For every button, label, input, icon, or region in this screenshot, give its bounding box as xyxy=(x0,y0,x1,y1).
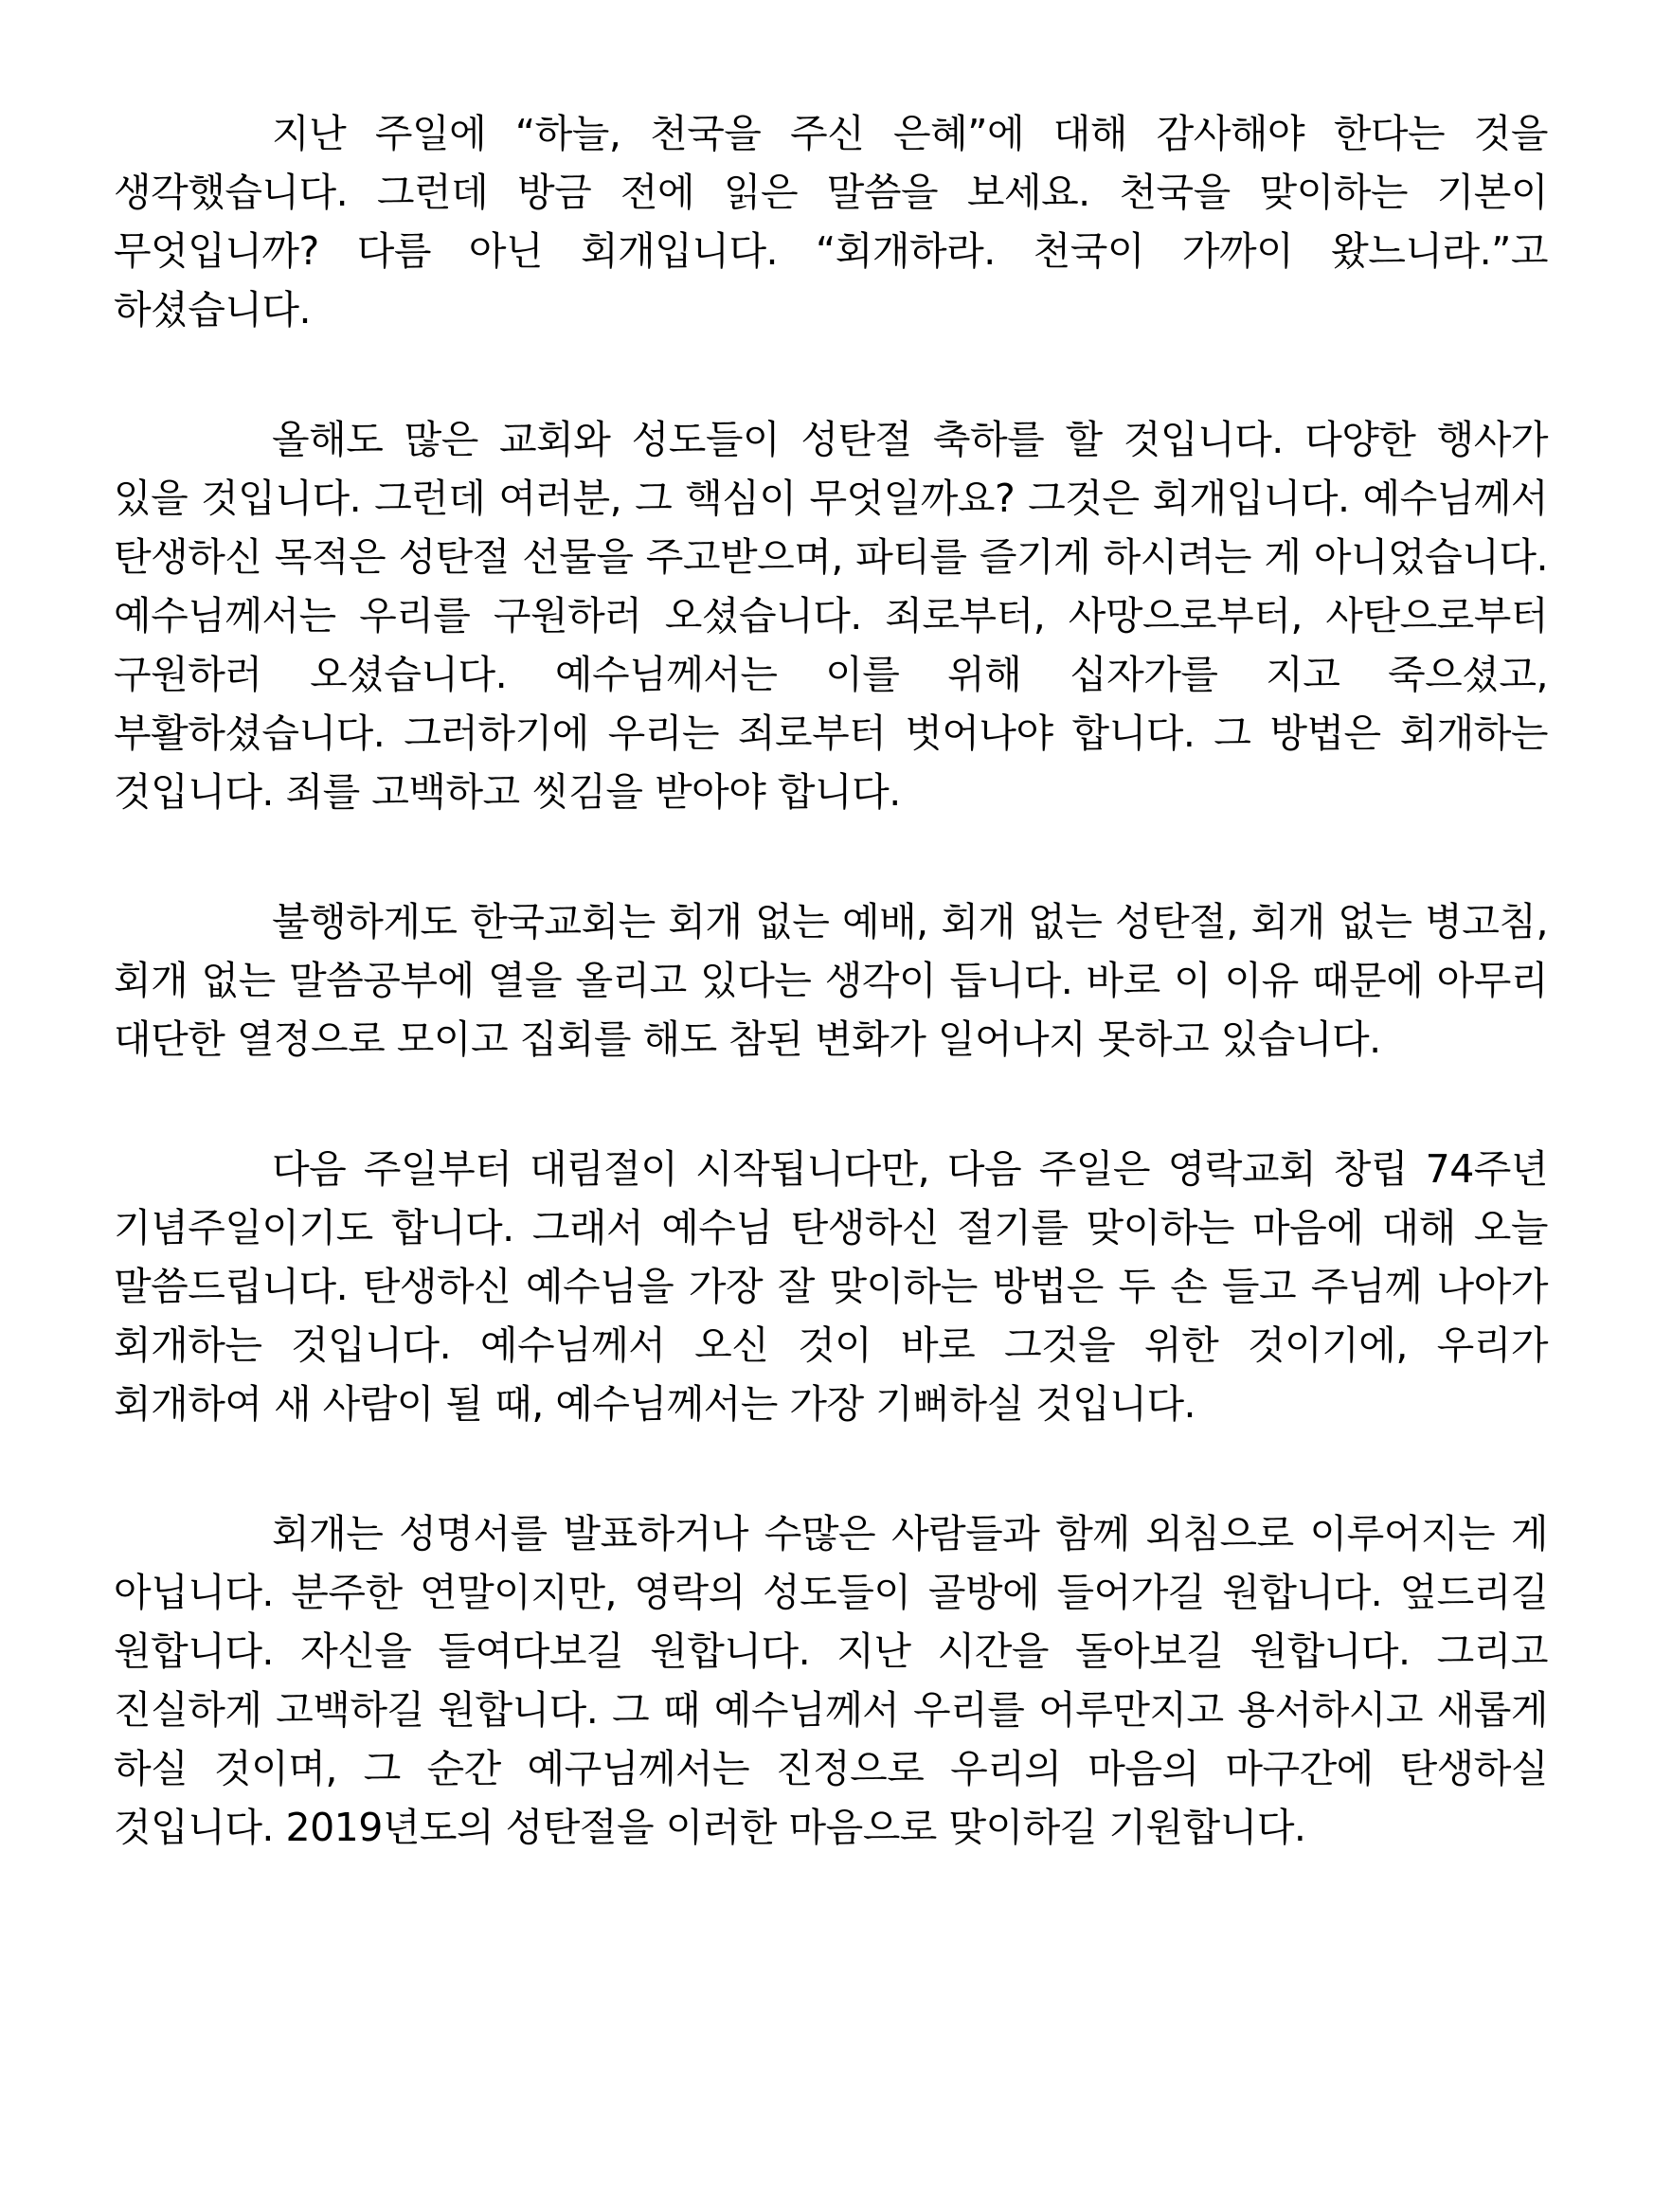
paragraph-5: 회개는 성명서를 발표하거나 수많은 사람들과 함께 외침으로 이루어지는 게 아닙니다. 분주한 연말이지만, 영락의 성도들이 골방에 들어가길 원합니다. 엎드리길 원합니다. 자신을 들여다보길 원합니다. 지난 시간을 돌아보길 원합니다. 그리고 진실하게 고백하길 원합니다. 그 때 예수님께서 우리를 어루만지고 용서하시고 새롭게 하실 것이며, 그 순간 예구님께서는 진정으로 우리의 마음의 마구간에 탄생하실 것입니다. 2019년도의 성탄절을 이러한 마음으로 맞이하길 기원합니다. xyxy=(114,1511,1548,1850)
paragraph-1: 지난 주일에 “하늘, 천국을 주신 은혜”에 대해 감사해야 한다는 것을 생각했습니다. 그런데 방금 전에 읽은 말씀을 보세요. 천국을 맞이하는 기본이 무엇입니까? 다름 아닌 회개입니다. “회개하라. 천국이 가까이 왔느니라.”고 하셨습니다. xyxy=(114,111,1548,333)
paragraph-4: 다음 주일부터 대림절이 시작됩니다만, 다음 주일은 영락교회 창립 74주년 기념주일이기도 합니다. 그래서 예수님 탄생하신 절기를 맞이하는 마음에 대해 오늘 말씀드립니다. 탄생하신 예수님을 가장 잘 맞이하는 방법은 두 손 들고 주님께 나아가 회개하는 것입니다. 예수님께서 오신 것이 바로 그것을 위한 것이기에, 우리가 회개하여 새 사람이 될 때, 예수님께서는 가장 기뻐하실 것입니다. xyxy=(114,1146,1548,1427)
paragraph-3: 불행하게도 한국교회는 회개 없는 예배, 회개 없는 성탄절, 회개 없는 병고침, 회개 없는 말씀공부에 열을 올리고 있다는 생각이 듭니다. 바로 이 이유 때문에 아무리 대단한 열정으로 모이고 집회를 해도 참된 변화가 일어나지 못하고 있습니다. xyxy=(114,899,1548,1062)
paragraph-2: 올해도 많은 교회와 성도들이 성탄절 축하를 할 것입니다. 다양한 행사가 있을 것입니다. 그런데 여러분, 그 핵심이 무엇일까요? 그것은 회개입니다. 예수님께서 탄생하신 목적은 성탄절 선물을 주고받으며, 파티를 즐기게 하시려는 게 아니었습니다. 예수님께서는 우리를 구원하러 오셨습니다. 죄로부터, 사망으로부터, 사탄으로부터 구원하러 오셨습니다. 예수님께서는 이를 위해 십자가를 지고 죽으셨고, 부활하셨습니다. 그러하기에 우리는 죄로부터 벗어나야 합니다. 그 방법은 회개하는 것입니다. 죄를 고백하고 씻김을 받아야 합니다. xyxy=(114,417,1548,815)
